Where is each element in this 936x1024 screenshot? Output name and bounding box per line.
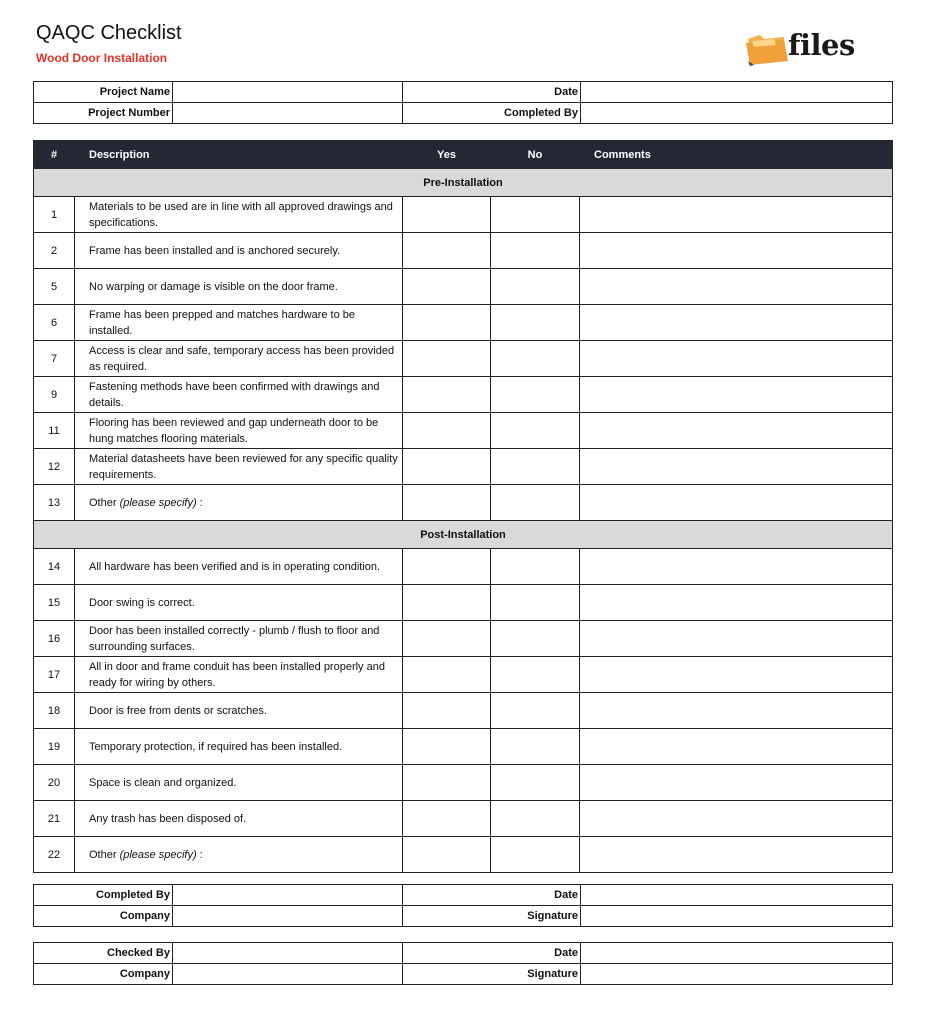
folder-logo-icon: [744, 31, 792, 67]
comments-cell[interactable]: [580, 269, 893, 305]
project-number-label: Project Number: [34, 103, 173, 124]
checklist-row: [34, 621, 893, 657]
item-description: [75, 485, 403, 521]
item-number: 6: [34, 305, 75, 341]
section-row: [34, 169, 893, 197]
item-description: [75, 377, 403, 413]
project-info-table: [33, 81, 893, 124]
project-name-field[interactable]: [173, 82, 403, 103]
date-label: Date: [403, 82, 581, 103]
item-description-text: Door swing is correct.: [89, 596, 195, 609]
no-cell[interactable]: [491, 729, 580, 765]
signoff-checked-company-label: Company: [34, 964, 173, 985]
checklist-row: [34, 585, 893, 621]
page-subtitle: Wood Door Installation: [36, 51, 168, 65]
no-cell[interactable]: [491, 549, 580, 585]
item-description-text: Access is clear and safe, temporary access has been provided as required.: [89, 344, 395, 373]
signoff-completed-date-label: Date: [403, 885, 581, 906]
item-suffix: :: [196, 496, 203, 509]
checklist-row: [34, 549, 893, 585]
item-number: 14: [34, 549, 75, 585]
item-description-text: Door has been installed correctly - plumb / flush to floor and surrounding surfaces.: [89, 624, 380, 653]
item-description-text: Other: [89, 496, 117, 509]
item-number: 19: [34, 729, 75, 765]
item-description: [75, 693, 403, 729]
project-number-field[interactable]: [173, 103, 403, 124]
item-description-text: Other: [89, 848, 117, 861]
signoff-checked-signature-label: Signature: [403, 964, 581, 985]
item-description-text: Materials to be used are in line with all approved drawings and specifications.: [89, 200, 393, 229]
item-description: [75, 197, 403, 233]
item-description-text: No warping or damage is visible on the door frame.: [89, 280, 338, 293]
item-description: [75, 765, 403, 801]
no-cell[interactable]: [491, 621, 580, 657]
checklist-row: [34, 657, 893, 693]
item-number: 22: [34, 837, 75, 873]
yes-cell[interactable]: [403, 585, 491, 621]
comments-cell[interactable]: [580, 801, 893, 837]
item-number: 7: [34, 341, 75, 377]
yes-cell[interactable]: [403, 197, 491, 233]
comments-cell[interactable]: [580, 449, 893, 485]
no-cell[interactable]: [491, 269, 580, 305]
yes-cell[interactable]: [403, 657, 491, 693]
yes-cell[interactable]: [403, 341, 491, 377]
signoff-checked-date-label: Date: [403, 943, 581, 964]
checklist-row: [34, 269, 893, 305]
completed-by-label: Completed By: [403, 103, 581, 124]
item-description: [75, 585, 403, 621]
item-note: (please specify): [119, 496, 197, 509]
item-description-text: All hardware has been verified and is in operating condition.: [89, 560, 381, 573]
no-cell[interactable]: [491, 449, 580, 485]
comments-cell[interactable]: [580, 197, 893, 233]
signoff-completed-signature-field[interactable]: [581, 906, 893, 927]
checklist-row: [34, 837, 893, 873]
item-suffix: :: [196, 848, 203, 861]
no-cell[interactable]: [491, 341, 580, 377]
checklist-row: [34, 413, 893, 449]
item-description-text: Flooring has been reviewed and gap underneath door to be hung matches flooring materials.: [89, 416, 379, 445]
item-number: 16: [34, 621, 75, 657]
checklist-row: [34, 693, 893, 729]
item-number: 1: [34, 197, 75, 233]
item-number: 18: [34, 693, 75, 729]
no-cell[interactable]: [491, 233, 580, 269]
checklist-row: [34, 765, 893, 801]
item-description-text: Fastening methods have been confirmed with drawings and details.: [89, 380, 380, 409]
signoff-completed-by-label: Completed By: [34, 885, 173, 906]
no-cell[interactable]: [491, 837, 580, 873]
yes-cell[interactable]: [403, 305, 491, 341]
checklist-row: [34, 449, 893, 485]
completed-signoff-table: [33, 884, 893, 927]
comments-cell[interactable]: [580, 305, 893, 341]
item-description-text: All in door and frame conduit has been installed properly and ready for wiring by others.: [89, 660, 385, 689]
item-description: [75, 657, 403, 693]
signoff-completed-company-field[interactable]: [173, 906, 403, 927]
comments-cell[interactable]: [580, 233, 893, 269]
section-title: Post-Installation: [34, 521, 893, 549]
logo-text: files: [788, 28, 855, 62]
item-description: [75, 729, 403, 765]
yes-cell[interactable]: [403, 621, 491, 657]
yes-cell[interactable]: [403, 549, 491, 585]
item-description: [75, 233, 403, 269]
comments-cell[interactable]: [580, 341, 893, 377]
checklist-row: [34, 305, 893, 341]
signoff-checked-company-field[interactable]: [173, 964, 403, 985]
no-cell[interactable]: [491, 377, 580, 413]
completed-by-field[interactable]: [581, 103, 893, 124]
yes-cell[interactable]: [403, 449, 491, 485]
signoff-completed-company-label: Company: [34, 906, 173, 927]
project-name-label: Project Name: [34, 82, 173, 103]
comments-cell[interactable]: [580, 693, 893, 729]
column-header-comments: Comments: [580, 141, 893, 169]
checklist-table: [33, 140, 893, 873]
item-number: 17: [34, 657, 75, 693]
item-description-text: Space is clean and organized.: [89, 776, 237, 789]
item-description-text: Temporary protection, if required has been installed.: [89, 740, 343, 753]
item-description: [75, 801, 403, 837]
no-cell[interactable]: [491, 485, 580, 521]
signoff-completed-by-field[interactable]: [173, 885, 403, 906]
comments-cell[interactable]: [580, 729, 893, 765]
yes-cell[interactable]: [403, 233, 491, 269]
yes-cell[interactable]: [403, 377, 491, 413]
comments-cell[interactable]: [580, 765, 893, 801]
signoff-completed-signature-label: Signature: [403, 906, 581, 927]
column-header-yes: Yes: [403, 141, 491, 169]
page-title: QAQC Checklist: [36, 22, 182, 44]
item-description: [75, 549, 403, 585]
yes-cell[interactable]: [403, 269, 491, 305]
item-number: 15: [34, 585, 75, 621]
signoff-checked-signature-field[interactable]: [581, 964, 893, 985]
item-description: [75, 449, 403, 485]
signoff-checked-by-label: Checked By: [34, 943, 173, 964]
item-description-text: Frame has been prepped and matches hardware to be installed.: [89, 308, 355, 337]
column-header-no: No: [491, 141, 580, 169]
yes-cell[interactable]: [403, 485, 491, 521]
item-note: (please specify): [119, 848, 197, 861]
comments-cell[interactable]: [580, 585, 893, 621]
no-cell[interactable]: [491, 305, 580, 341]
comments-cell[interactable]: [580, 837, 893, 873]
column-header-description: Description: [75, 141, 403, 169]
yes-cell[interactable]: [403, 413, 491, 449]
no-cell[interactable]: [491, 693, 580, 729]
comments-cell[interactable]: [580, 549, 893, 585]
comments-cell[interactable]: [580, 413, 893, 449]
item-description: [75, 837, 403, 873]
no-cell[interactable]: [491, 197, 580, 233]
item-number: 5: [34, 269, 75, 305]
comments-cell[interactable]: [580, 657, 893, 693]
section-title: Pre-Installation: [34, 169, 893, 197]
signoff-checked-date-field[interactable]: [581, 943, 893, 964]
date-field[interactable]: [581, 82, 893, 103]
checklist-row: [34, 197, 893, 233]
no-cell[interactable]: [491, 657, 580, 693]
item-number: 20: [34, 765, 75, 801]
yes-cell[interactable]: [403, 837, 491, 873]
item-description: [75, 413, 403, 449]
item-description-text: Frame has been installed and is anchored securely.: [89, 244, 341, 257]
item-description-text: Any trash has been disposed of.: [89, 812, 247, 825]
item-description-text: Door is free from dents or scratches.: [89, 704, 267, 717]
comments-cell[interactable]: [580, 485, 893, 521]
item-number: 11: [34, 413, 75, 449]
item-number: 12: [34, 449, 75, 485]
checklist-row: [34, 485, 893, 521]
checklist-row: [34, 377, 893, 413]
comments-cell[interactable]: [580, 377, 893, 413]
checklist-row: [34, 233, 893, 269]
comments-cell[interactable]: [580, 621, 893, 657]
checklist-row: [34, 341, 893, 377]
section-row: [34, 521, 893, 549]
item-description: [75, 621, 403, 657]
no-cell[interactable]: [491, 765, 580, 801]
column-header-number: #: [34, 141, 75, 169]
checklist-body: [34, 169, 893, 873]
item-number: 9: [34, 377, 75, 413]
checklist-row: [34, 801, 893, 837]
item-description: [75, 305, 403, 341]
files-logo: [744, 28, 868, 67]
signoff-checked-by-field[interactable]: [173, 943, 403, 964]
no-cell[interactable]: [491, 585, 580, 621]
no-cell[interactable]: [491, 413, 580, 449]
signoff-completed-date-field[interactable]: [581, 885, 893, 906]
yes-cell[interactable]: [403, 765, 491, 801]
item-number: 2: [34, 233, 75, 269]
yes-cell[interactable]: [403, 801, 491, 837]
checked-signoff-table: [33, 942, 893, 985]
item-number: 13: [34, 485, 75, 521]
item-number: 21: [34, 801, 75, 837]
yes-cell[interactable]: [403, 729, 491, 765]
item-description: [75, 269, 403, 305]
no-cell[interactable]: [491, 801, 580, 837]
item-description: [75, 341, 403, 377]
checklist-row: [34, 729, 893, 765]
yes-cell[interactable]: [403, 693, 491, 729]
item-description-text: Material datasheets have been reviewed for any specific quality requirements.: [89, 452, 398, 481]
